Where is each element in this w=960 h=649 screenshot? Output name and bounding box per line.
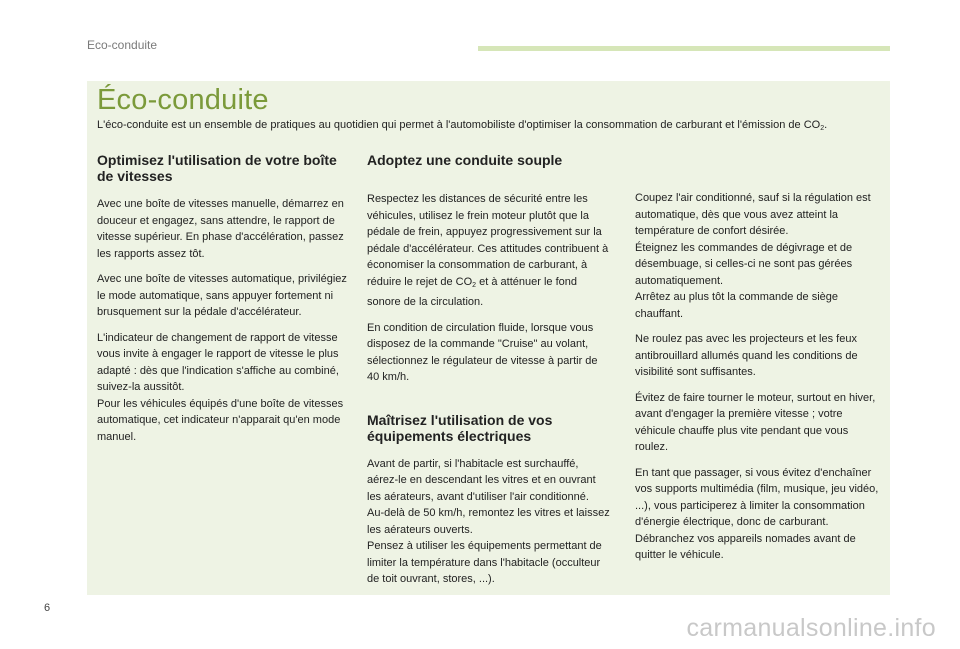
- header-accent-bar: [478, 46, 890, 51]
- paragraph-heated-seat: Arrêtez au plus tôt la commande de siège chauffant.: [635, 291, 839, 320]
- heading-electrical-equipment: Maîtrisez l'utilisation de vos équipements électriques: [367, 411, 553, 444]
- paragraph-air-conditioning: Coupez l'air conditionné, sauf si la régulation est automatique, dès que vous avez atteint la température de confort désirée.: [635, 192, 871, 237]
- watermark: carmanualsonline.info: [686, 614, 936, 642]
- column-gearbox: [97, 152, 347, 454]
- paragraph-headlights: Ne roulez pas avec les projecteurs et les feux antibrouillard allumés quand les conditions de visibilité sont suffisantes.: [635, 333, 858, 378]
- intro-text: [97, 118, 887, 136]
- co2-subscript: 2: [472, 281, 477, 289]
- paragraph-sun-protection: Pensez à utiliser les équipements permettant de limiter la température dans l'habitacle (occulteur de toit ouvrant, stores, ...).: [367, 540, 602, 585]
- paragraph-manual-gearbox: Avec une boîte de vitesses manuelle, démarrez en douceur et engagez, sans attendre, le rapport de vitesse supérieur. En phase d'accélération, passez les rapports assez tôt.: [97, 198, 344, 260]
- paragraph-engine-warmup: Évitez de faire tourner le moteur, surtout en hiver, avant d'engager la première vitesse ; votre véhicule chauffe plus vite pendant que vous roulez.: [635, 391, 876, 453]
- paragraph-safety-distance: [367, 191, 612, 311]
- page-title: Éco-conduite: [97, 84, 269, 116]
- page-number: 6: [44, 602, 51, 614]
- paragraph-ventilation: Avant de partir, si l'habitacle est surchauffé, aérez-le en descendant les vitres et en ouvrant les aérateurs, avant d'utiliser l'air conditionné.: [367, 457, 596, 503]
- paragraph-automatic-gearbox: Avec une boîte de vitesses automatique, privilégiez le mode automatique, sans appuyer fortement ni brusquement sur la pédale d'accélérateur.: [97, 273, 347, 318]
- heading-smooth-driving: Adoptez une conduite souple: [367, 152, 563, 168]
- paragraph-gear-indicator: L'indicateur de changement de rapport de vitesse vous invite à engager le rapport de vitesse le plus adapté : dès que l'indication s'affiche au combiné, suivez-la aussitôt.: [97, 331, 339, 393]
- intro-text-end: .: [824, 119, 828, 131]
- paragraph-nomad-devices: Débranchez vos appareils nomades avant de quitter le véhicule.: [635, 532, 856, 561]
- paragraph-defrost: Éteignez les commandes de dégivrage et de désembuage, si celles-ci ne sont pas gérées automatiquement.: [635, 241, 853, 287]
- column-electrical-tips: [635, 190, 883, 573]
- heading-gearbox: Optimisez l'utilisation de votre boîte de vitesses: [97, 152, 337, 184]
- paragraph-safety-distance-end: et à atténuer le fond sonore de la circulation.: [367, 275, 577, 308]
- column-driving: [367, 152, 612, 597]
- header-section-label: Eco-conduite: [87, 38, 158, 52]
- intro-subscript: 2: [820, 125, 825, 132]
- paragraph-multimedia: En tant que passager, si vous évitez d'enchaîner vos supports multimédia (film, musique, jeu vidéo, ...), vous participerez à limiter la consommation d'énergie électrique, donc de carburant.: [635, 466, 879, 528]
- paragraph-cruise-control: En condition de circulation fluide, lorsque vous disposez de la commande "Cruise" au volant, sélectionnez le régulateur de vitesse à partir de 40 km/h.: [367, 321, 598, 383]
- paragraph-gear-indicator-auto: Pour les véhicules équipés d'une boîte de vitesses automatique, cet indicateur n'apparait qu'en mode manuel.: [97, 397, 344, 443]
- intro-text-main: L'éco-conduite est un ensemble de pratiques au quotidien qui permet à l'automobiliste d'optimiser la consommation de carburant et l'émission de CO: [97, 119, 821, 131]
- paragraph-safety-distance-main: Respectez les distances de sécurité entre les véhicules, utilisez le frein moteur plutôt que la pédale de frein, appuyez progressivement sur la pédale d'accélérateur. Ces attitudes contribuent à économiser la consommation de carburant, à réduire le rejet de CO: [367, 193, 609, 288]
- paragraph-windows: Au-delà de 50 km/h, remontez les vitres et laissez les aérateurs ouverts.: [367, 507, 610, 536]
